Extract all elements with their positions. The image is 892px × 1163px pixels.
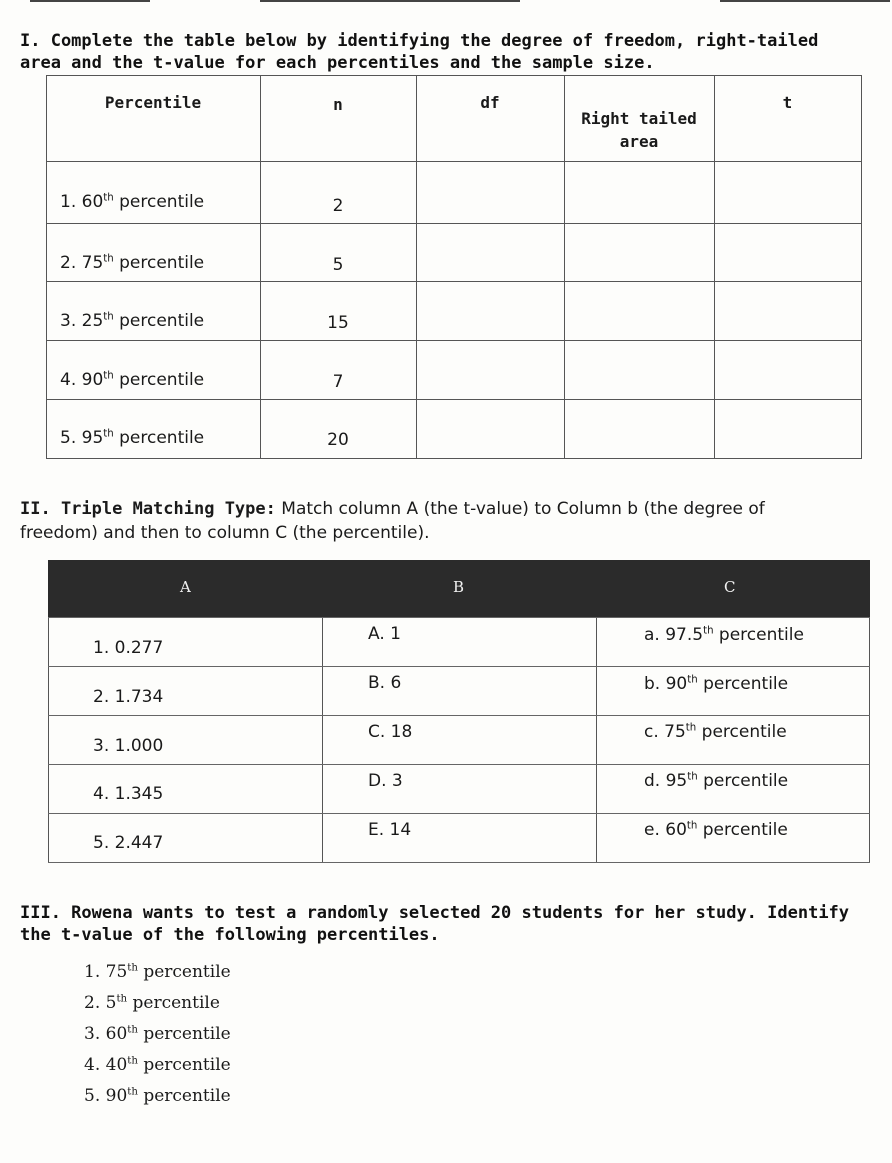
row-4-n: 7 xyxy=(332,372,344,392)
column-c-item: d. 95th percentile xyxy=(644,771,789,791)
row-1-percentile: 1. 60th percentile xyxy=(60,192,205,212)
section-3-heading xyxy=(20,902,880,946)
list-item: 3. 60th percentile xyxy=(84,1024,231,1044)
list-item: 5. 90th percentile xyxy=(84,1086,231,1106)
column-c-item: e. 60th percentile xyxy=(644,820,788,840)
column-b-item: A. 1 xyxy=(368,624,401,644)
header-percentile: Percentile xyxy=(104,93,202,112)
matching-table xyxy=(48,560,870,863)
list-item: 1. 75th percentile xyxy=(84,962,231,982)
list-item: 4. 40th percentile xyxy=(84,1055,231,1075)
header-column-c: C xyxy=(724,578,736,596)
section-2-title-bold: II. Triple Matching Type: xyxy=(20,499,276,519)
section-2-heading xyxy=(20,497,880,545)
row-2-n: 5 xyxy=(332,255,344,275)
header-df: df xyxy=(480,93,500,112)
percentile-table xyxy=(46,75,862,459)
header-right-tailed-line-1: Right tailed xyxy=(581,109,697,128)
column-a-item: 4. 1.345 xyxy=(93,784,164,804)
column-c-item: b. 90th percentile xyxy=(644,674,789,694)
row-2-percentile: 2. 75th percentile xyxy=(60,253,205,273)
column-a-item: 3. 1.000 xyxy=(93,736,164,756)
row-5-n: 20 xyxy=(327,430,349,450)
section-3-title-line-2: the t-value of the following percentiles. xyxy=(20,925,440,945)
column-c-item: a. 97.5th percentile xyxy=(644,625,804,645)
section-2-title-rest: Match column A (the t-value) to Column b (the degree of xyxy=(275,499,765,519)
header-n: n xyxy=(333,95,343,114)
column-b-item: E. 14 xyxy=(368,820,412,840)
section-1-heading xyxy=(20,30,880,74)
column-b-item: C. 18 xyxy=(368,722,413,742)
row-3-percentile: 3. 25th percentile xyxy=(60,311,205,331)
section-2-title-line-2: freedom) and then to column C (the percentile). xyxy=(20,523,430,543)
section-3-list xyxy=(84,962,231,1117)
column-b-item: B. 6 xyxy=(368,673,402,693)
section-1-title-line-2: area and the t-value for each percentiles and the sample size. xyxy=(20,53,655,73)
row-3-n: 15 xyxy=(327,313,349,333)
column-a-item: 5. 2.447 xyxy=(93,833,164,853)
header-column-a: A xyxy=(180,578,191,596)
header-right-tailed-area xyxy=(564,109,714,151)
header-column-b: B xyxy=(453,578,465,596)
page-top-rule xyxy=(30,0,860,3)
matching-table-header xyxy=(48,560,870,617)
row-1-n: 2 xyxy=(332,196,344,216)
column-b-item: D. 3 xyxy=(368,771,403,791)
section-3-title-line-1: III. Rowena wants to test a randomly selected 20 students for her study. Identify xyxy=(20,903,850,923)
column-c-item: c. 75th percentile xyxy=(644,722,787,742)
header-t: t xyxy=(782,93,793,112)
row-4-percentile: 4. 90th percentile xyxy=(60,370,205,390)
list-item: 2. 5th percentile xyxy=(84,993,220,1013)
header-right-tailed-line-2: area xyxy=(619,132,659,151)
section-1-title-line-1: I. Complete the table below by identifying the degree of freedom, right-tailed xyxy=(20,31,819,51)
row-5-percentile: 5. 95th percentile xyxy=(60,428,205,448)
column-a-item: 2. 1.734 xyxy=(93,687,164,707)
column-a-item: 1. 0.277 xyxy=(93,638,164,658)
